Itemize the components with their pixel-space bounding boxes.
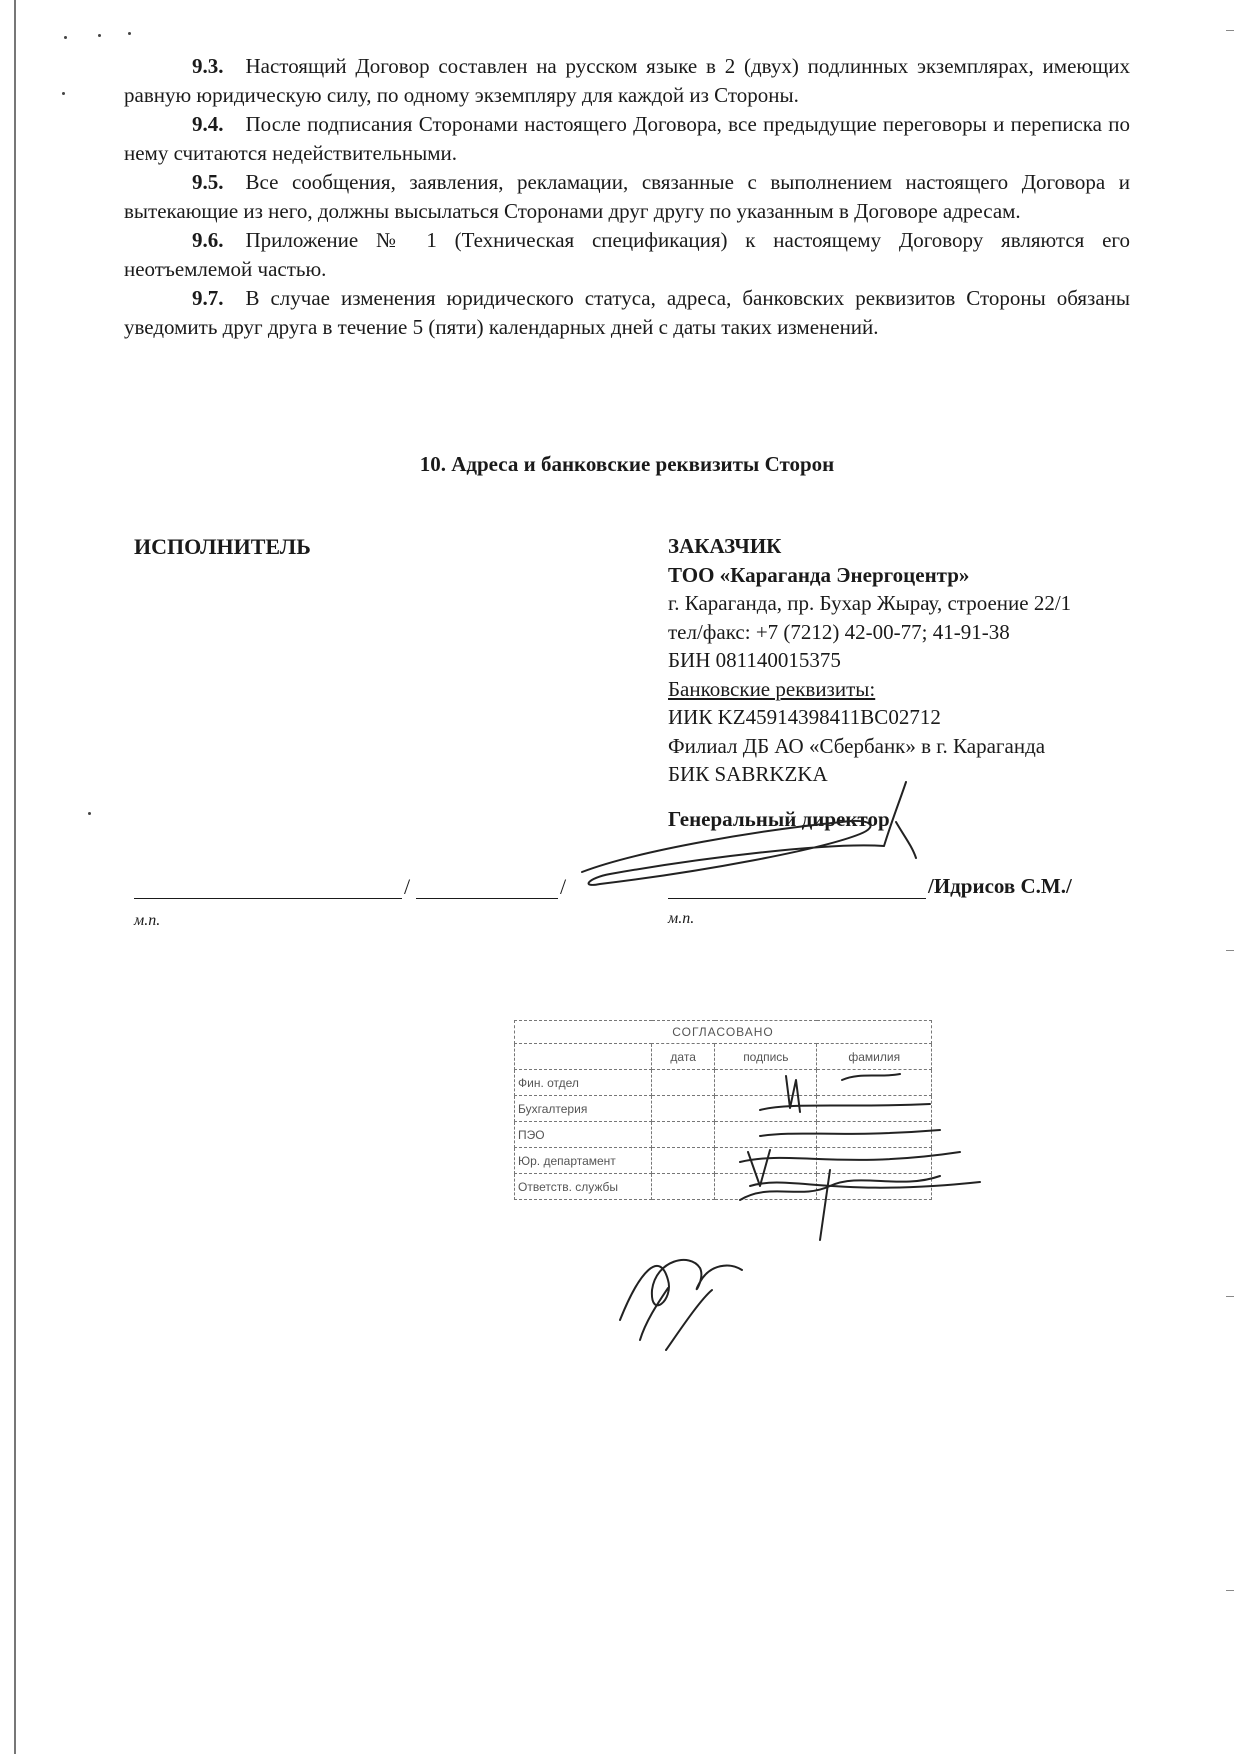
customer-company: ТОО «Караганда Энергоцентр» — [668, 562, 970, 587]
clause-number: 9.7. — [192, 286, 224, 310]
executor-heading: ИСПОЛНИТЕЛЬ — [134, 534, 311, 559]
customer-phone: тел/факс: +7 (7212) 42-00-77; 41-91-38 — [668, 619, 1010, 644]
customer-director-title: Генеральный директор — [668, 806, 890, 831]
bottom-signature — [620, 1260, 742, 1350]
clause-number: 9.3. — [192, 54, 224, 78]
approval-col-signature: подпись — [715, 1044, 817, 1070]
clause-text: В случае изменения юридического статуса, адреса, банковских реквизитов Стороны обязаны уведомить друг друга в течение 5 (пяти) календарных дней с даты таких изменений. — [124, 286, 1130, 339]
customer-signer-name: /Идрисов С.М./ — [928, 874, 1072, 898]
director-signature — [582, 782, 916, 885]
approval-row-label: ПЭО — [515, 1122, 652, 1148]
clause-text: Настоящий Договор составлен на русском языке в 2 (двух) подлинных экземплярах, имеющих равную юридическую силу, по одному экземпляру для каждой из Стороны. — [124, 54, 1130, 107]
clause-text: После подписания Сторонами настоящего Договора, все предыдущие переговоры и переписка по нему считаются недействительными. — [124, 112, 1130, 165]
clause-number: 9.5. — [192, 170, 224, 194]
customer-address: г. Караганда, пр. Бухар Жырау, строение 22/1 — [668, 591, 1072, 615]
customer-bin: БИН 081140015375 — [668, 648, 841, 672]
clause-number: 9.6. — [192, 228, 224, 252]
signature-slash: / — [404, 874, 411, 899]
customer-bank: Филиал ДБ АО «Сбербанк» в г. Караганда — [668, 733, 1046, 758]
approval-col-surname: фамилия — [817, 1044, 932, 1070]
approval-row-label: Фин. отдел — [515, 1070, 652, 1096]
approval-title: СОГЛАСОВАНО — [515, 1021, 932, 1044]
approval-col-date: дата — [652, 1044, 715, 1070]
customer-bank-heading: Банковские реквизиты: — [668, 676, 876, 701]
approval-row-label: Юр. департамент — [515, 1148, 652, 1174]
signature-slash: / — [560, 874, 567, 899]
customer-bik: БИК SABRKZKA — [668, 762, 828, 786]
customer-heading: ЗАКАЗЧИК — [668, 534, 782, 558]
clause-number: 9.4. — [192, 112, 224, 136]
approval-signature — [740, 1074, 980, 1188]
clause-text: Все сообщения, заявления, рекламации, связанные с выполнением настоящего Договора и вытекающие из него, должны высылаться Сторонами друг другу по указанным в Договоре адресам. — [124, 170, 1130, 223]
executor-stamp-place: м.п. — [134, 912, 161, 929]
clause-text: Приложение № 1 (Техническая спецификация) к настоящему Договору являются его неотъемлемой частью. — [124, 228, 1130, 281]
approval-row-label: Ответств. службы — [515, 1174, 652, 1200]
approval-row-label: Бухгалтерия — [515, 1096, 652, 1122]
customer-stamp-place: м.п. — [668, 910, 695, 927]
section-title: 10. Адреса и банковские реквизиты Сторон — [419, 452, 835, 476]
customer-iik: ИИК KZ45914398411BC02712 — [668, 705, 941, 729]
approval-signature — [740, 1150, 940, 1240]
